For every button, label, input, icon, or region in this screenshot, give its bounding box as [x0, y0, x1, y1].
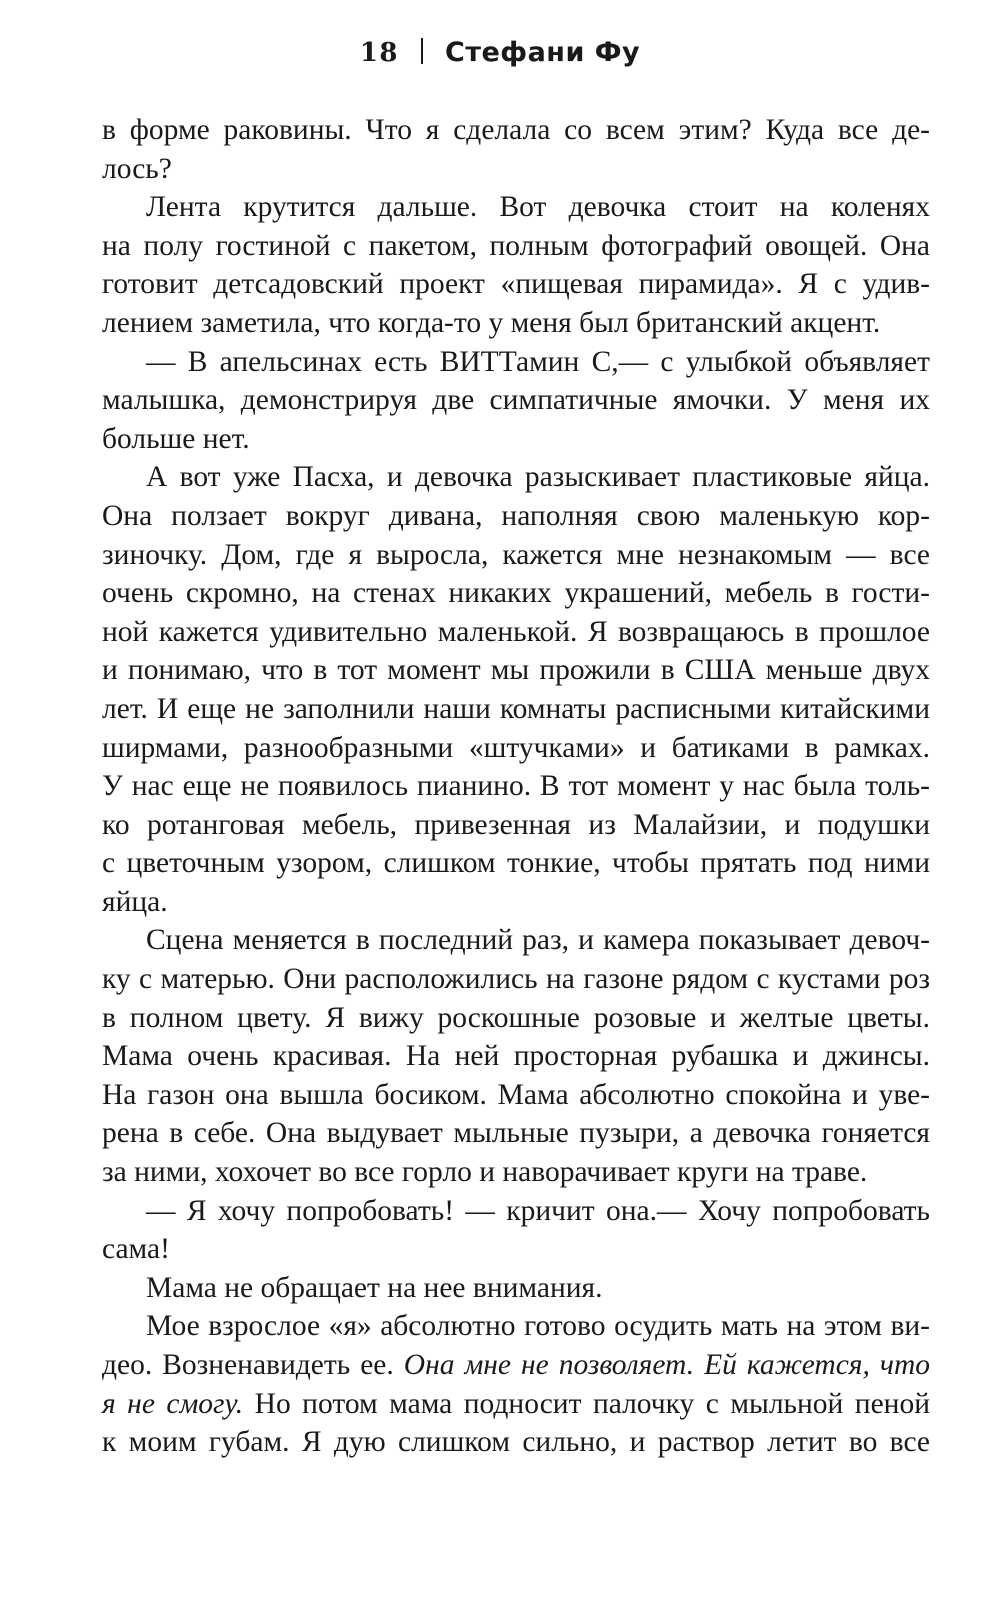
text-fragment: Но потом мама подносит палочку с мыльной пеной	[243, 1387, 930, 1420]
text-line: ширмами, разнообразными «штучками» и батиками в рамках.	[102, 731, 930, 764]
text-line	[102, 1346, 930, 1385]
text-line	[102, 1385, 930, 1424]
text-line: готовит детсадовский проект «пищевая пирамида». Я с удив-	[102, 268, 930, 301]
text-line: Мое взрослое «я» абсолютно готово осудить мать на этом ви-	[146, 1310, 930, 1343]
text-fragment: део. Возненавидеть ее.	[102, 1349, 404, 1381]
text-line: Сцена меняется в последний раз, и камера показывает девоч-	[146, 924, 930, 957]
text-line: лось?	[102, 152, 172, 185]
author-name: Стефани Фу	[445, 37, 641, 68]
paragraph	[102, 1307, 930, 1461]
text-line: ку с матерью. Они расположились на газоне рядом с кустами роз	[102, 963, 930, 996]
text-line: к моим губам. Я дую слишком сильно, и раствор летит во все	[102, 1426, 930, 1459]
paragraph	[102, 458, 930, 921]
paragraph	[102, 1192, 930, 1269]
paragraph	[102, 1269, 930, 1308]
text-line: На газон она вышла босиком. Мама абсолютно спокойна и уве-	[102, 1078, 930, 1111]
text-line: зиночку. Дом, где я выросла, кажется мне незнакомым — все	[102, 538, 930, 571]
text-line: яйца.	[102, 885, 168, 918]
text-line: с цветочным узором, слишком тонкие, чтобы прятать под ними	[102, 847, 930, 880]
italic-text: Она мне не позволяет. Ей кажется, что	[403, 1349, 930, 1381]
text-line: лением заметила, что когда-то у меня был британский акцент.	[102, 306, 881, 339]
text-line: за ними, хохочет во все горло и наворачивает круги на траве.	[102, 1156, 868, 1189]
text-line: — Я хочу попробовать! — кричит она.— Хочу попробовать	[146, 1194, 930, 1227]
text-line: — В апельсинах есть ВИТТамин С,— с улыбкой объявляет	[146, 345, 930, 378]
text-line: ной кажется удивительно маленькой. Я возвращаюсь в прошлое	[102, 615, 930, 648]
text-line: А вот уже Пасха, и девочка разыскивает пластиковые яйца.	[146, 461, 930, 494]
text-line: и понимаю, что в тот момент мы прожили в США меньше двух	[102, 654, 930, 687]
text-line: очень скромно, на стенах никаких украшений, мебель в гости-	[102, 577, 930, 610]
paragraph	[102, 343, 930, 459]
paragraph	[102, 111, 930, 188]
text-line: ко ротанговая мебель, привезенная из Малайзии, и подушки	[102, 808, 930, 841]
italic-text: я не смогу.	[102, 1387, 244, 1420]
text-line: Лента крутится дальше. Вот девочка стоит на коленях	[146, 191, 930, 224]
text-line: Она ползает вокруг дивана, наполняя свою маленькую кор-	[102, 499, 930, 532]
page-number: 18	[359, 38, 400, 68]
header-separator	[421, 38, 423, 64]
text-line: на полу гостиной с пакетом, полным фотографий овощей. Она	[102, 229, 930, 262]
page-body	[102, 111, 930, 1462]
text-line: Мама очень красивая. На ней просторная рубашка и джинсы.	[102, 1040, 930, 1073]
text-line: в форме раковины. Что я сделала со всем этим? Куда все де-	[102, 114, 930, 146]
paragraph	[102, 921, 930, 1191]
text-line: Мама не обращает на нее внимания.	[146, 1271, 603, 1304]
text-line: малышка, демонстрируя две симпатичные ямочки. У меня их	[102, 384, 930, 417]
text-line: больше нет.	[102, 422, 250, 455]
paragraph	[102, 188, 930, 342]
text-line: У нас еще не появилось пианино. В тот момент у нас была толь-	[102, 770, 930, 803]
text-line: рена в себе. Она выдувает мыльные пузыри, а девочка гоняется	[102, 1117, 930, 1150]
text-line: сама!	[102, 1233, 170, 1266]
running-header	[0, 32, 1000, 73]
text-line: лет. И еще не заполнили наши комнаты расписными китайскими	[102, 692, 930, 725]
text-line: в полном цвету. Я вижу роскошные розовые и желтые цветы.	[102, 1001, 930, 1034]
